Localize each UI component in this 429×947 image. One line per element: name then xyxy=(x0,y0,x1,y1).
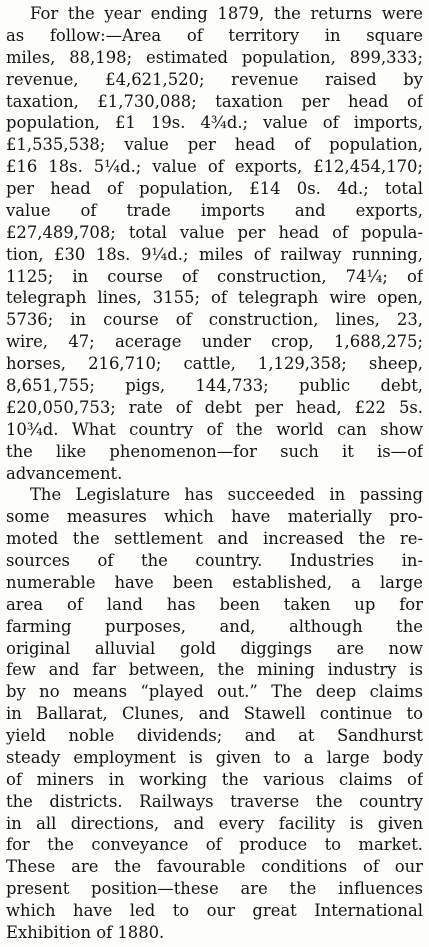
text-line: Exhibition of 1880. xyxy=(6,923,165,942)
text-line: by no means “played out.” The deep claims xyxy=(6,682,423,702)
text-line: as follow:—Area of territory in square xyxy=(6,25,423,45)
text-line: yield noble dividends; and at Sandhurst xyxy=(6,726,423,746)
text-line: taxation, £1,730,088; taxation per head of xyxy=(6,91,423,111)
text-line: of miners in working the various claims of xyxy=(6,769,423,789)
text-line: 5736; in course of construction, lines, 23, xyxy=(6,310,423,330)
text-line: numerable have been established, a large xyxy=(6,572,423,592)
text-line: 1125; in course of construction, 74¼; of xyxy=(6,266,423,286)
text-line: telegraph lines, 3155; of telegraph wire open, xyxy=(6,288,423,308)
text-line: wire, 47; acerage under crop, 1,688,275; xyxy=(6,332,423,352)
text-line: sources of the country. Industries in- xyxy=(6,551,423,571)
text-line: some measures which have materially pro- xyxy=(6,507,423,527)
text-line: £16 18s. 5¼d.; value of exports, £12,454,170; xyxy=(6,157,423,177)
text-line: The Legislature has succeeded in passing xyxy=(30,485,423,505)
text-line: tion, £30 18s. 9¼d.; miles of railway running, xyxy=(6,244,423,264)
text-line: 10¾d. What country of the world can show xyxy=(6,419,423,439)
text-line: £27,489,708; total value per head of popula- xyxy=(6,222,423,242)
text-line: the districts. Railways traverse the country xyxy=(6,791,423,811)
text-line: revenue, £4,621,520; revenue raised by xyxy=(6,69,423,89)
text-line: the like phenomenon—for such it is—of xyxy=(6,441,423,461)
text-line: £20,050,753; rate of debt per head, £22 5s. xyxy=(6,397,423,417)
text-line: value of trade imports and exports, xyxy=(6,200,423,220)
text-line: These are the favourable conditions of our xyxy=(6,857,423,877)
text-line: which have led to our great International xyxy=(6,901,423,921)
text-line: original alluvial gold diggings are now xyxy=(6,638,423,658)
text-line: 8,651,755; pigs, 144,733; public debt, xyxy=(6,375,423,395)
text-line: area of land has been taken up for xyxy=(6,594,423,614)
text-line: for the conveyance of produce to market. xyxy=(6,835,423,855)
text-line: few and far between, the mining industry is xyxy=(6,660,423,680)
text-line: moted the settlement and increased the re- xyxy=(6,529,423,549)
text-line: For the year ending 1879, the returns were xyxy=(30,4,423,23)
text-line: population, £1 19s. 4¾d.; value of imports, xyxy=(6,113,423,133)
text-line: in all directions, and every facility is given xyxy=(6,813,423,833)
text-line: in Ballarat, Clunes, and Stawell continue to xyxy=(6,704,423,724)
text-line: advancement. xyxy=(6,463,123,483)
text-line: miles, 88,198; estimated population, 899,333; xyxy=(6,47,423,67)
text-line: horses, 216,710; cattle, 1,129,358; sheep, xyxy=(6,354,423,374)
text-line: per head of population, £14 0s. 4d.; total xyxy=(6,179,423,199)
text-line: steady employment is given to a large body xyxy=(6,747,423,767)
text-line: £1,535,538; value per head of population, xyxy=(6,135,423,155)
text-line: present position—these are the influences xyxy=(6,879,423,899)
text-line: farming purposes, and, although the xyxy=(6,616,423,636)
